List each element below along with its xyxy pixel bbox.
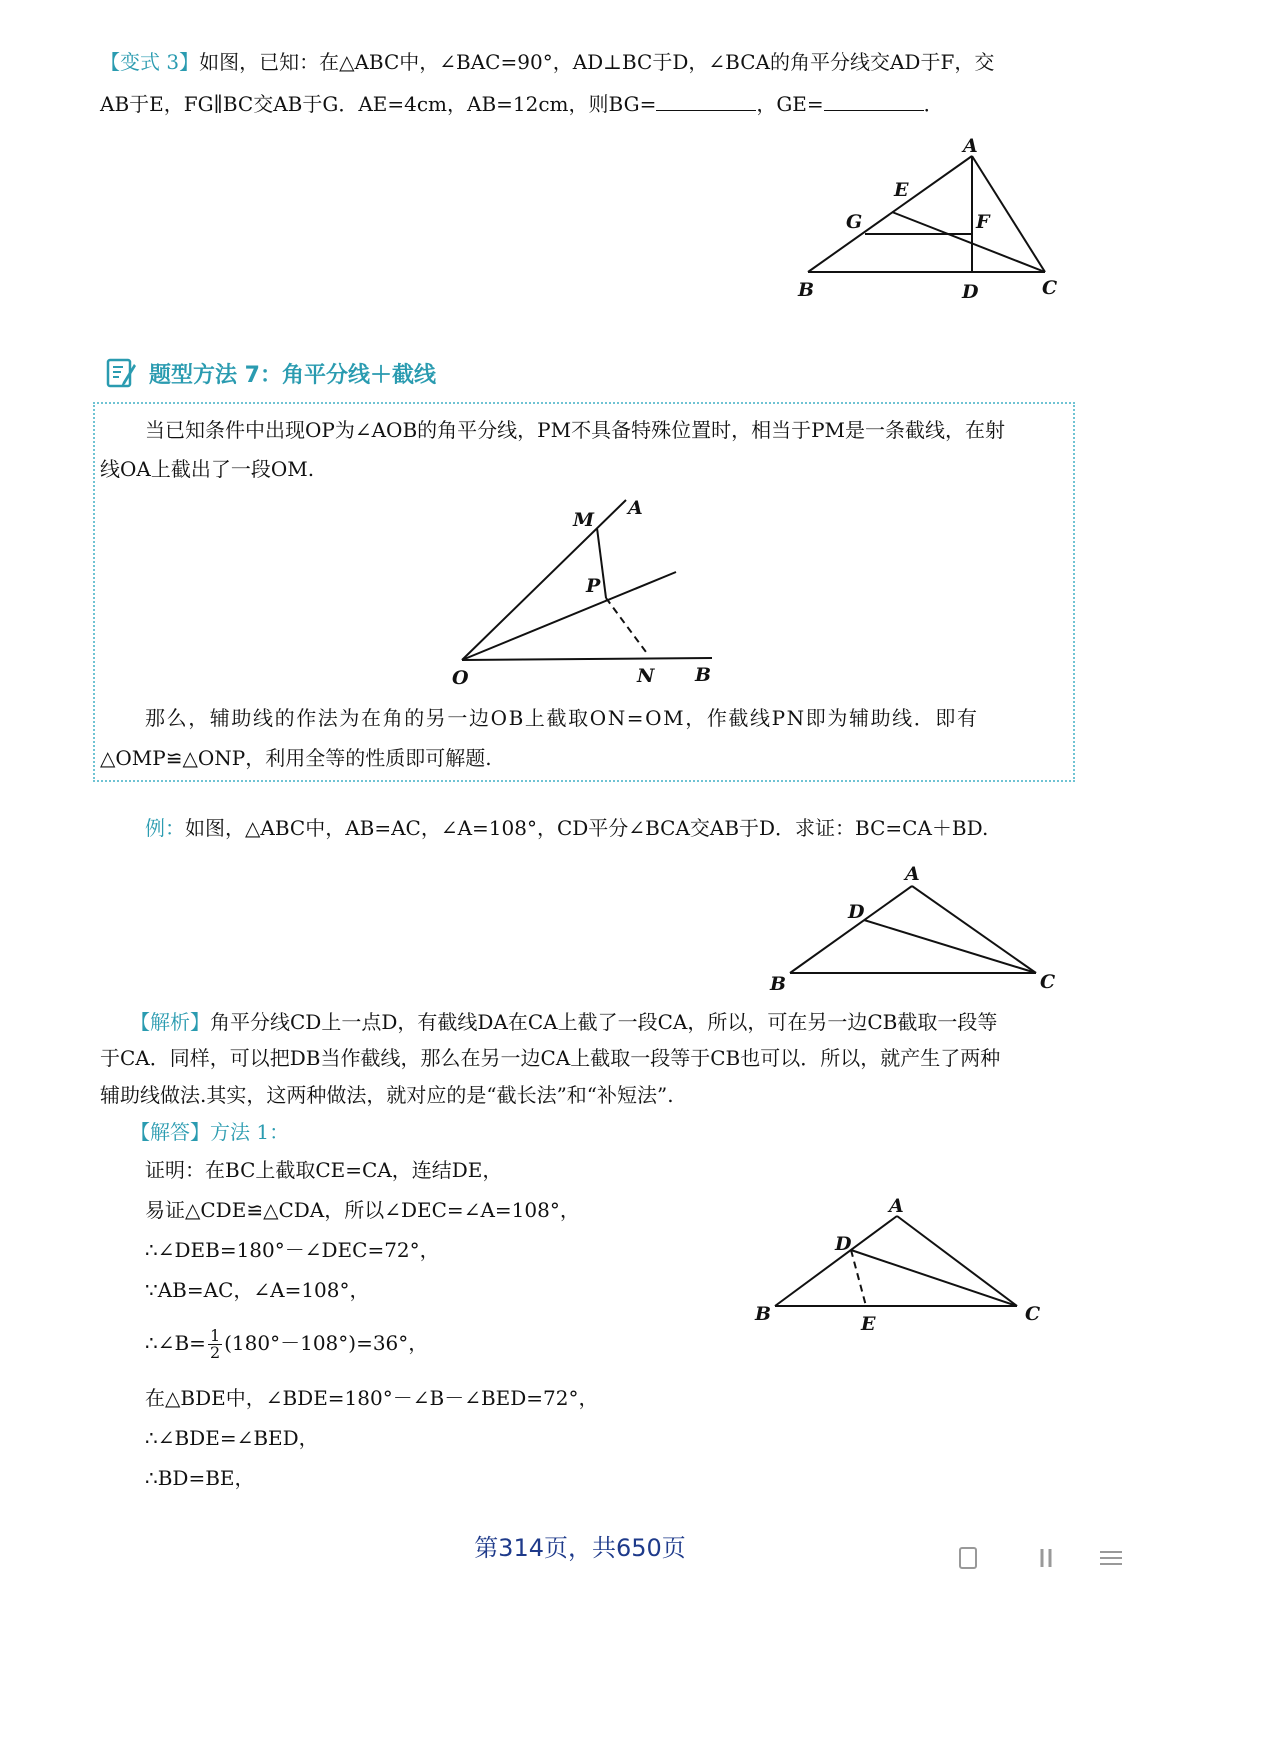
- analysis-label: 【解析】: [130, 1010, 210, 1034]
- method7-heading: [105, 355, 436, 391]
- fig3-label-C: C: [1040, 971, 1056, 993]
- method7-para1-line2: [100, 455, 314, 483]
- fig1-label-E: E: [894, 179, 909, 201]
- analysis-text2: 于CA．同样，可以把DB当作截线，那么在另一边CA上截取一段等于CB也可以．所以，就产生了两种: [100, 1046, 1001, 1070]
- fig2-label-P: P: [586, 575, 601, 597]
- example-figure: [760, 858, 1070, 998]
- variant3-label: 【变式 3】: [100, 50, 200, 74]
- fig2-label-N: N: [637, 665, 655, 687]
- answer-step-4: ∵AB=AC，∠A=108°，: [145, 1278, 370, 1302]
- fig2-label-A: A: [628, 497, 643, 519]
- method7-para2-text1: 那么，辅助线的作法为在角的另一边OB上截取ON=OM，作截线PN即为辅助线．即有: [145, 706, 979, 730]
- method7-para2-line2: [100, 744, 492, 772]
- fig1-label-A: A: [963, 135, 978, 157]
- bg-answer-blank: [656, 92, 756, 111]
- variant3-text1: 如图，已知：在△ABC中，∠BAC=90°，AD⊥BC于D，∠BCA的角平分线交AD于F，交: [199, 50, 995, 74]
- example-line: [145, 814, 988, 842]
- fraction-numerator: 1: [209, 1326, 221, 1345]
- fig3-label-D: D: [848, 901, 865, 923]
- analysis-text1: 角平分线CD上一点D，有截线DA在CA上截了一段CA，所以，可在另一边CB截取一段等: [210, 1010, 998, 1034]
- answer-step-3: ∴∠DEB=180°－∠DEC=72°，: [145, 1238, 440, 1262]
- variant3-text2c: ．: [923, 92, 944, 116]
- method7-title: 题型方法 7：角平分线＋截线: [149, 362, 436, 388]
- fig1-label-B: B: [798, 279, 815, 301]
- fig4-label-E: E: [861, 1313, 876, 1335]
- single-page-icon[interactable]: [960, 1548, 976, 1568]
- variant3-text2b: ，GE=: [756, 92, 824, 116]
- fig1-label-G: G: [846, 211, 863, 233]
- scroll-mode-icon[interactable]: [1042, 1549, 1050, 1567]
- analysis-line1: [130, 1008, 997, 1036]
- fig2-label-M: M: [573, 509, 595, 531]
- example-text: 如图，△ABC中，AB=AC，∠A=108°，CD平分∠BCA交AB于D．求证：BC=CA＋BD.: [185, 816, 989, 840]
- answer-step-8: ∴BD=BE，: [145, 1466, 255, 1490]
- fig4-label-B: B: [755, 1303, 772, 1325]
- page-indicator: 第314页，共650页: [474, 1534, 686, 1562]
- method7-para2-line1: [145, 704, 979, 732]
- fig1-label-C: C: [1042, 277, 1058, 299]
- answer-figure: [745, 1188, 1055, 1348]
- fig4-label-A: A: [889, 1195, 904, 1217]
- fig1-label-F: F: [976, 211, 990, 233]
- one-half-fraction: [208, 1328, 222, 1361]
- analysis-text3: 辅助线做法.其实，这两种做法，就对应的是“截长法”和“补短法”.: [100, 1083, 674, 1107]
- variant3-figure: [780, 130, 1080, 315]
- answer-step-6: 在△BDE中，∠BDE=180°－∠B－∠BED=72°，: [145, 1386, 599, 1410]
- example-label: 例：: [145, 816, 185, 840]
- answer-step-1: 证明：在BC上截取CE=CA，连结DE，: [145, 1158, 503, 1182]
- variant3-line2: [100, 90, 944, 118]
- variant3-line1: [100, 48, 994, 76]
- method7-figure: [440, 492, 740, 692]
- fig4-label-D: D: [835, 1233, 852, 1255]
- viewer-toolbar: [950, 1546, 1130, 1570]
- fig2-label-O: O: [452, 667, 469, 689]
- fig3-label-B: B: [770, 973, 787, 995]
- fig2-label-B: B: [695, 664, 712, 686]
- answer-step-2: 易证△CDE≌△CDA，所以∠DEC=∠A=108°，: [145, 1198, 580, 1222]
- answer-step-5: [145, 1328, 428, 1361]
- fig1-label-D: D: [962, 281, 979, 303]
- menu-icon[interactable]: [1100, 1552, 1122, 1564]
- answer-step5-post: (180°－108°)=36°，: [224, 1331, 429, 1355]
- notebook-pencil-icon: [105, 357, 139, 389]
- answer-step5-pre: ∴∠B=: [145, 1331, 206, 1355]
- fraction-denominator: 2: [209, 1343, 221, 1362]
- method7-para1-line1: [145, 416, 1005, 444]
- ge-answer-blank: [824, 92, 924, 111]
- analysis-line2: [100, 1044, 1000, 1072]
- answer-label: 【解答】方法 1：: [130, 1120, 290, 1144]
- method7-para1-text2: 线OA上截出了一段OM.: [100, 457, 315, 481]
- method7-para1-text1: 当已知条件中出现OP为∠AOB的角平分线，PM不具备特殊位置时，相当于PM是一条截线，在射: [145, 418, 1006, 442]
- answer-step-7: ∴∠BDE=∠BED，: [145, 1426, 319, 1450]
- variant3-text2a: AB于E，FG∥BC交AB于G．AE=4cm，AB=12cm，则BG=: [100, 92, 657, 116]
- fig3-label-A: A: [905, 863, 920, 885]
- analysis-line3: [100, 1081, 674, 1109]
- fig4-label-C: C: [1025, 1303, 1041, 1325]
- method7-para2-text2: △OMP≌△ONP，利用全等的性质即可解题.: [100, 746, 492, 770]
